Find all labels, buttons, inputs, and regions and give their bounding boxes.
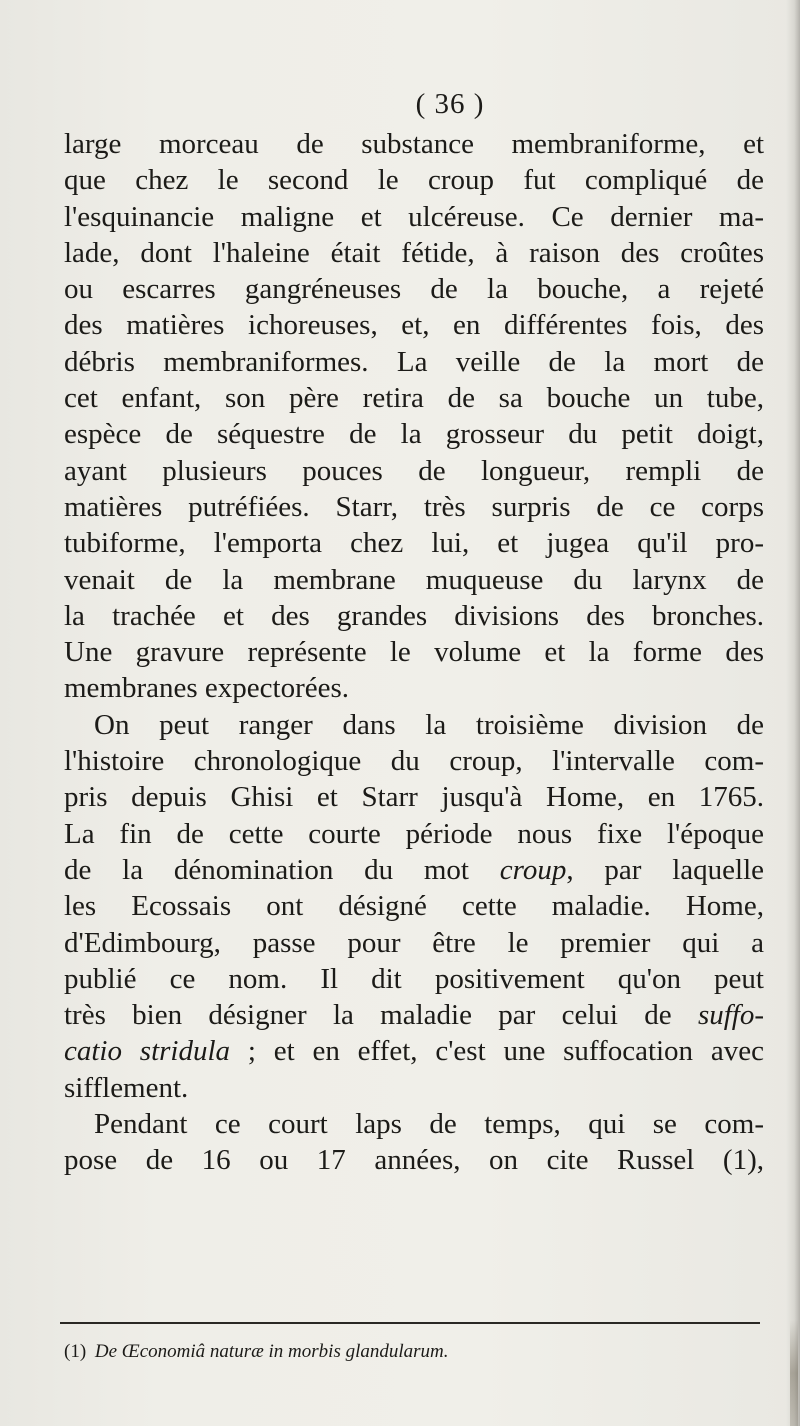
page-number: ( 36 ) [415, 88, 485, 120]
text-line [64, 743, 764, 779]
text-line [64, 816, 764, 852]
body-text [64, 126, 764, 1179]
text-line [64, 1070, 764, 1106]
line-text: pose de 16 ou 17 années, on cite Russel (1), [64, 1144, 764, 1177]
text-line [64, 235, 764, 271]
text-line [64, 1142, 764, 1178]
line-text: la trachée et des grandes divisions des bronches. [64, 599, 764, 632]
line-text: publié ce nom. Il dit positivement qu'on peut [64, 962, 764, 995]
line-text: venait de la membrane muqueuse du larynx de [64, 563, 764, 596]
text-line [64, 925, 764, 961]
text-line [64, 307, 764, 343]
text-line [64, 997, 764, 1033]
line-text: On peut ranger dans la troisième division de [94, 708, 764, 741]
italic-term: croup [499, 853, 567, 886]
line-text: l'esquinancie maligne et ulcéreuse. Ce dernier ma- [64, 200, 764, 233]
line-text: débris membraniformes. La veille de la mort de [64, 345, 764, 378]
line-text: cet enfant, son père retira de sa bouche un tube, [64, 382, 764, 415]
line-text: sifflement. [64, 1071, 189, 1104]
text-line [64, 126, 764, 162]
footnote-marker: (1) [64, 1341, 87, 1362]
text-line [64, 162, 764, 198]
line-text: matières putréfiées. Starr, très surpris de ce corps [64, 490, 764, 523]
text-line [64, 852, 764, 888]
line-text: des matières ichoreuses, et, en différentes fois, des [64, 309, 764, 342]
line-text: Pendant ce court laps de temps, qui se com- [94, 1108, 764, 1141]
line-text: d'Edimbourg, passe pour être le premier qui a [64, 926, 764, 959]
line-text: large morceau de substance membraniforme, et [64, 128, 764, 160]
text-line [64, 416, 764, 452]
footnote [64, 1341, 449, 1363]
text-line [64, 1106, 764, 1142]
line-text: l'histoire chronologique du croup, l'intervalle com- [64, 745, 764, 778]
text-line [64, 888, 764, 924]
line-text: pris depuis Ghisi et Starr jusqu'à Home, en 1765. [64, 781, 764, 814]
page-edge-shadow [786, 0, 800, 1426]
text-line [64, 199, 764, 235]
italic-term: suffo- [697, 999, 764, 1032]
text-line [64, 670, 764, 706]
line-text: espèce de séquestre de la grosseur du petit doigt, [64, 418, 764, 451]
text-line [64, 489, 764, 525]
text-line [64, 344, 764, 380]
line-text: La fin de cette courte période nous fixe l'époque [64, 817, 764, 850]
line-text: ou escarres gangréneuses de la bouche, a rejeté [64, 273, 764, 306]
line-text: que chez le second le croup fut compliqué de [64, 164, 764, 197]
text-line [64, 961, 764, 997]
line-text: Une gravure représente le volume et la forme des [64, 636, 764, 669]
paper-stain [790, 1320, 798, 1426]
italic-term: catio stridula [64, 1035, 231, 1068]
footnote-rule [60, 1322, 760, 1324]
text-line [64, 1033, 764, 1069]
text-line [64, 525, 764, 561]
text-line [64, 598, 764, 634]
line-text: très bien désigner la maladie par celui de suffo- [64, 999, 764, 1032]
text-line [64, 634, 764, 670]
text-line [64, 271, 764, 307]
text-line [64, 707, 764, 743]
line-text: lade, dont l'haleine était fétide, à raison des croûtes [64, 236, 764, 269]
line-text: de la dénomination du mot croup, par laquelle [64, 853, 764, 886]
text-line [64, 453, 764, 489]
line-text: tubiforme, l'emporta chez lui, et jugea qu'il pro- [64, 527, 764, 560]
text-line [64, 562, 764, 598]
text-line [64, 779, 764, 815]
text-line [64, 380, 764, 416]
line-text: membranes expectorées. [64, 672, 350, 705]
line-text: catio stridula ; et en effet, c'est une suffocation avec [64, 1035, 764, 1068]
footnote-text: De Œconomiâ naturæ in morbis glandularum. [94, 1341, 449, 1362]
line-text: les Ecossais ont désigné cette maladie. Home, [64, 890, 764, 923]
line-text: ayant plusieurs pouces de longueur, rempli de [64, 454, 764, 487]
